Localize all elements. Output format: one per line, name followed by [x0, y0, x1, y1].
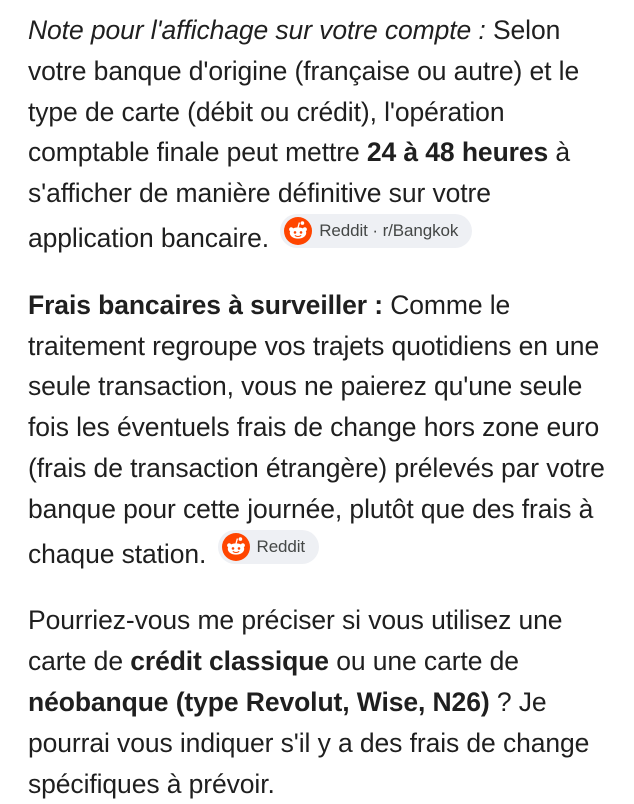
note-lead-italic: Note pour l'affichage sur votre compte :	[28, 15, 486, 45]
question-text-1: Pourriez-vous me préciser si vous utilisez une carte de	[28, 605, 563, 677]
reddit-icon	[284, 217, 312, 245]
note-text-1: Selon votre banque d'origine (française ou autre) et le type de carte (débit ou crédit), l'opération comptable finale peut mettre	[28, 15, 580, 168]
source-chip-label: Reddit	[256, 537, 306, 557]
source-chip-label: Reddit · r/Bangkok	[319, 221, 459, 241]
paragraph-card-question	[28, 600, 610, 804]
note-bold-duration: 24 à 48 heures	[366, 137, 549, 168]
question-bold-classic-credit: crédit classique	[130, 646, 329, 677]
source-chip-reddit[interactable]	[218, 530, 320, 564]
fees-text-1: Comme le traitement regroupe vos trajets quotidiens en une seule transaction, vous ne paierez qu'une seule fois les éventuels frais de change hors zone euro (frais de transaction étrangère) prélevés par votre banque pour cette journée, plutôt que des frais à chaque station.	[28, 289, 605, 569]
source-chip-reddit-bangkok[interactable]	[280, 214, 472, 248]
note-text-2: à s'afficher de manière définitive sur votre application bancaire.	[28, 137, 571, 253]
reddit-icon	[222, 533, 250, 561]
fees-lead-bold: Frais bancaires à surveiller :	[28, 289, 383, 320]
question-bold-neobank: néobanque (type Revolut, Wise, N26)	[28, 686, 490, 717]
question-text-2: ou une carte de	[328, 646, 519, 677]
question-text-3: ? Je pourrai vous indiquer s'il y a des frais de change spécifiques à prévoir.	[28, 686, 590, 799]
paragraph-bank-fees	[28, 285, 610, 575]
paragraph-account-display-note	[28, 10, 610, 259]
